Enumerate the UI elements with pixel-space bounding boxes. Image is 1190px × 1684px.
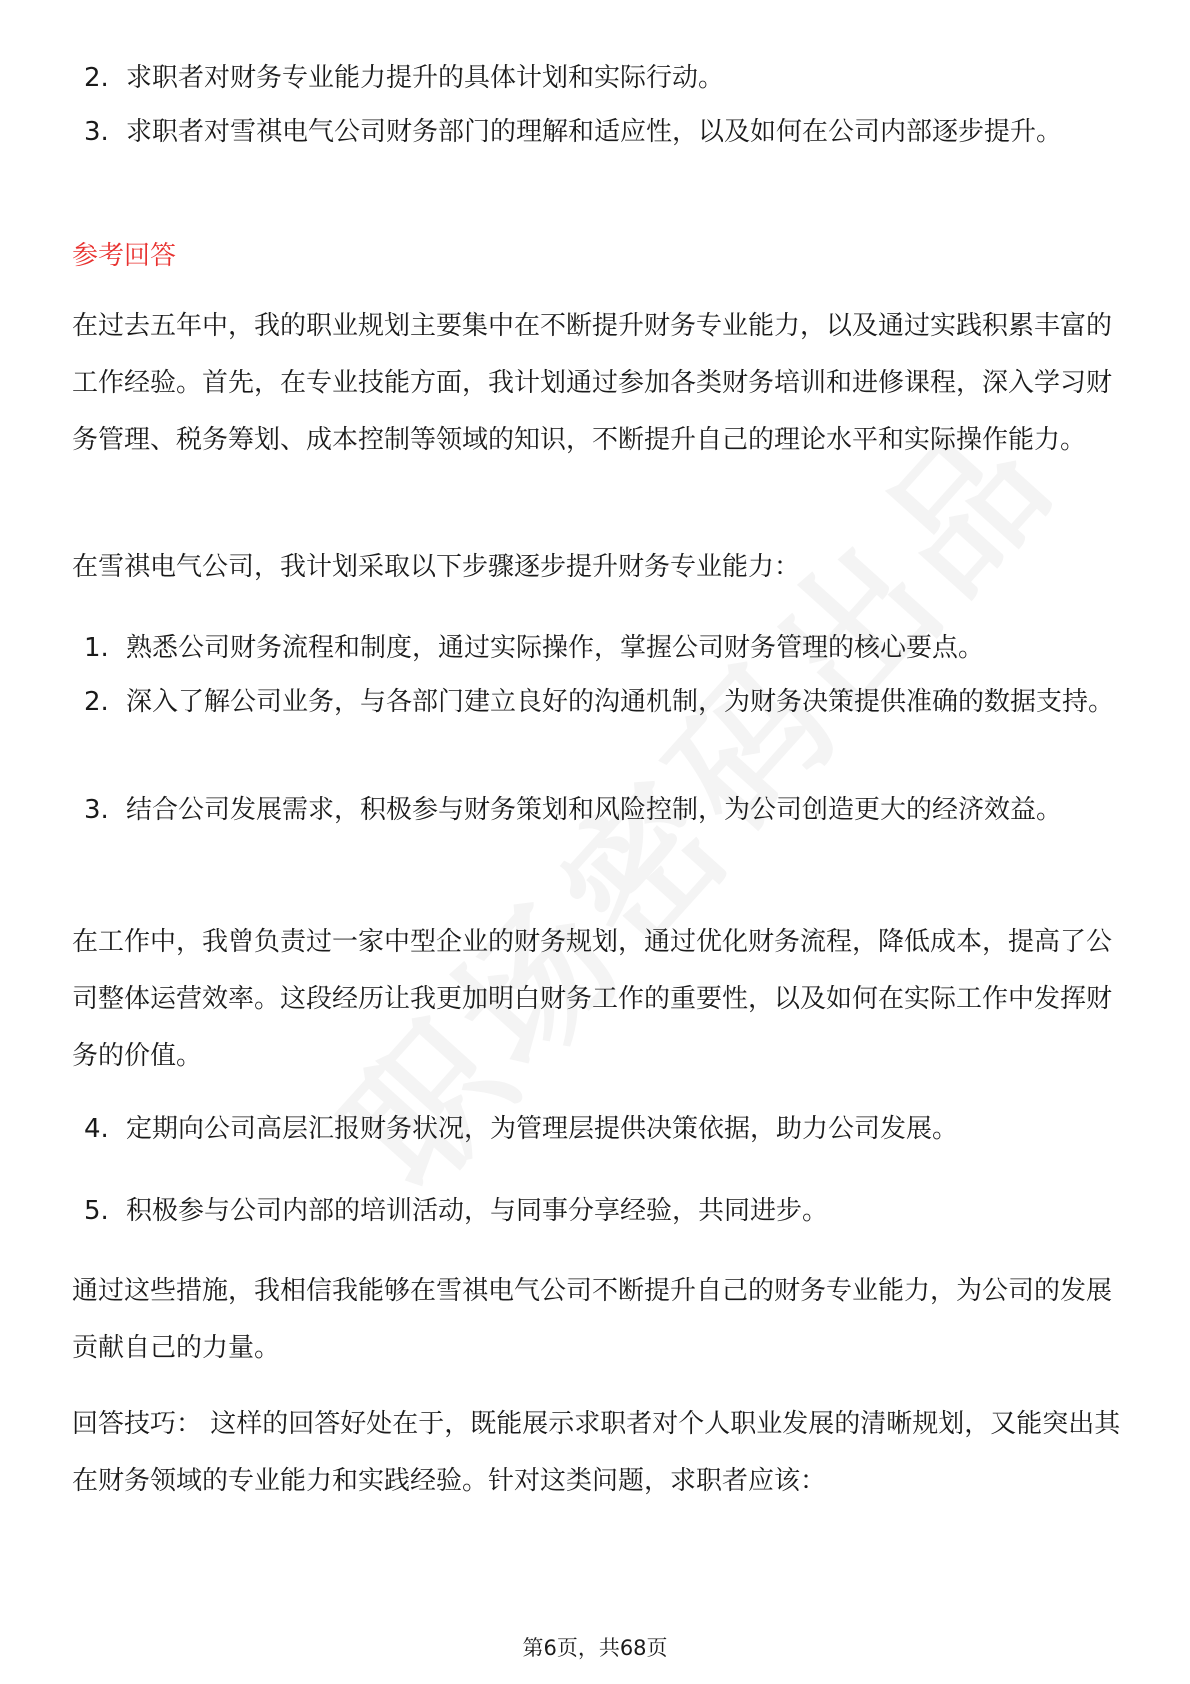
- list-item-text: 深入了解公司业务，与各部门建立良好的沟通机制，为财务决策提供准确的数据支持。: [126, 687, 1115, 717]
- list-item-text: 积极参与公司内部的培训活动，与同事分享经验，共同进步。: [126, 1196, 829, 1226]
- list-number: 4.: [84, 1114, 109, 1144]
- list-item-text: 熟悉公司财务流程和制度，通过实际操作，掌握公司财务管理的核心要点。: [126, 633, 985, 663]
- list-item-text: 定期向公司高层汇报财务状况，为管理层提供决策依据，助力公司发展。: [126, 1114, 959, 1144]
- paragraph: 在过去五年中，我的职业规划主要集中在不断提升财务专业能力，以及通过实践积累丰富的工作经验。首先，在专业技能方面，我计划通过参加各类财务培训和进修课程，深入学习财务管理、税务筹划、成本控制等领域的知识，不断提升自己的理论水平和实际操作能力。: [72, 311, 1113, 455]
- section-heading: 参考回答: [72, 241, 177, 271]
- list-number: 3.: [84, 117, 109, 147]
- list-number: 1.: [84, 633, 109, 663]
- paragraph: 在雪祺电气公司，我计划采取以下步骤逐步提升财务专业能力：: [72, 552, 801, 582]
- list-item-text: 求职者对雪祺电气公司财务部门的理解和适应性，以及如何在公司内部逐步提升。: [126, 117, 1063, 147]
- list-item-text: 结合公司发展需求，积极参与财务策划和风险控制，为公司创造更大的经济效益。: [126, 795, 1063, 825]
- watermark-text: [290, 337, 1120, 1225]
- list-number: 2.: [84, 63, 109, 93]
- paragraph: 通过这些措施，我相信我能够在雪祺电气公司不断提升自己的财务专业能力，为公司的发展贡献自己的力量。: [72, 1276, 1113, 1363]
- list-item-text: 求职者对财务专业能力提升的具体计划和实际行动。: [126, 63, 725, 93]
- list-number: 5.: [84, 1196, 109, 1226]
- page-footer: 第6页，共68页: [522, 1636, 668, 1660]
- paragraph: 回答技巧： 这样的回答好处在于，既能展示求职者对个人职业发展的清晰规划，又能突出其在财务领域的专业能力和实践经验。针对这类问题，求职者应该：: [72, 1409, 1121, 1496]
- list-number: 3.: [84, 795, 109, 825]
- paragraph: 在工作中，我曾负责过一家中型企业的财务规划，通过优化财务流程，降低成本，提高了公司整体运营效率。这段经历让我更加明白财务工作的重要性，以及如何在实际工作中发挥财务的价值。: [72, 927, 1113, 1071]
- list-number: 2.: [84, 687, 109, 717]
